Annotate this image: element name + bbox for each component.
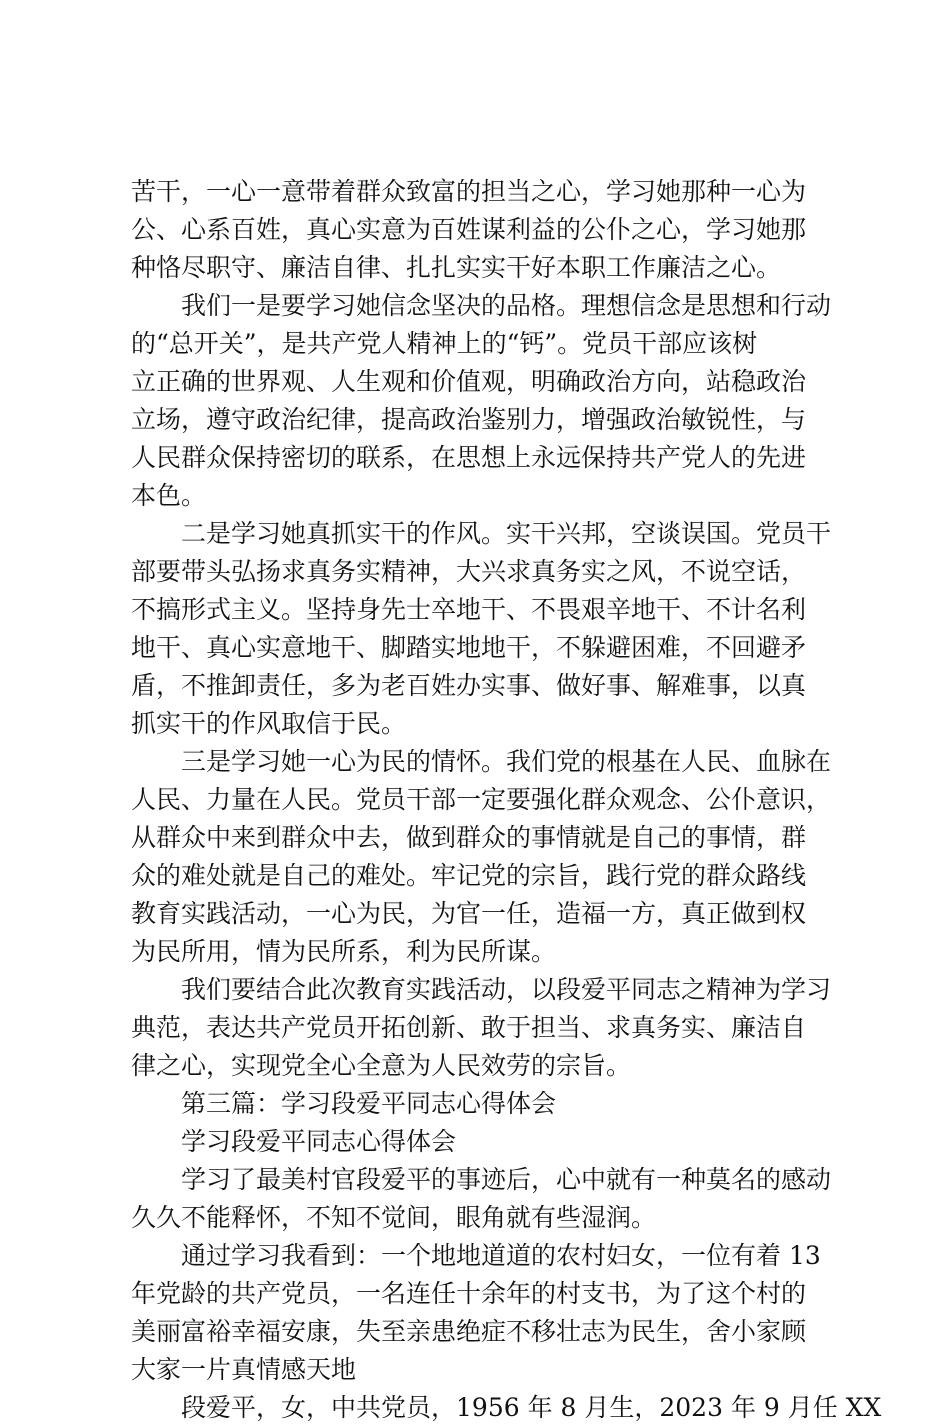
text-line: 我们一是要学习她信念坚决的品格。理想信念是思想和行动 — [181, 291, 832, 320]
text-line: 学习段爱平同志心得体会 — [181, 1127, 457, 1156]
text-line: 人民群众保持密切的联系，在思想上永远保持共产党人的先进 — [131, 443, 807, 472]
text-line: 为民所用，情为民所系，利为民所谋。 — [131, 937, 557, 966]
text-line: 年党龄的共产党员，一名连任十余年的村支书，为了这个村的 — [131, 1279, 807, 1308]
text-line: 三是学习她一心为民的情怀。我们党的根基在人民、血脉在 — [181, 747, 832, 776]
text-line: 二是学习她真抓实干的作风。实干兴邦，空谈误国。党员干 — [181, 519, 832, 548]
text-line: 通过学习我看到：一个地地道道的农村妇女，一位有着 13 — [181, 1241, 821, 1270]
text-line: 众的难处就是自己的难处。牢记党的宗旨，践行党的群众路线 — [131, 861, 807, 890]
text-line: 公、心系百姓，真心实意为百姓谋利益的公仆之心，学习她那 — [131, 215, 807, 244]
text-line: 地干、真心实意地干、脚踏实地地干，不躲避困难，不回避矛 — [131, 633, 807, 662]
text-line: 学习了最美村官段爱平的事迹后，心中就有一种莫名的感动 — [181, 1165, 832, 1194]
text-line: 部要带头弘扬求真务实精神，大兴求真务实之风，不说空话， — [131, 557, 807, 586]
text-line: 的“总开关”，是共产党人精神上的“钙”。党员干部应该树 — [131, 329, 758, 358]
text-line: 我们要结合此次教育实践活动，以段爱平同志之精神为学习 — [181, 975, 832, 1004]
text-line: 盾，不推卸责任，多为老百姓办实事、做好事、解难事，以真 — [131, 671, 807, 700]
text-line: 本色。 — [131, 481, 207, 510]
document-body — [131, 173, 882, 1427]
text-line: 典范，表达共产党员开拓创新、敢于担当、求真务实、廉洁自 — [131, 1013, 807, 1042]
text-line: 教育实践活动，一心为民，为官一任，造福一方，真正做到权 — [131, 899, 807, 928]
text-line: 人民、力量在人民。党员干部一定要强化群众观念、公仆意识， — [131, 785, 832, 814]
text-line: 种恪尽职守、廉洁自律、扎扎实实干好本职工作廉洁之心。 — [131, 253, 782, 282]
text-line: 段爱平，女，中共党员，1956 年 8 月生，2023 年 9 月任 XX — [181, 1393, 882, 1422]
text-line: 立场，遵守政治纪律，提高政治鉴别力，增强政治敏锐性，与 — [131, 405, 807, 434]
text-line: 抓实干的作风取信于民。 — [131, 709, 407, 738]
text-line: 第三篇：学习段爱平同志心得体会 — [181, 1089, 557, 1118]
text-line: 不搞形式主义。坚持身先士卒地干、不畏艰辛地干、不计名利 — [131, 595, 807, 624]
text-line: 苦干，一心一意带着群众致富的担当之心，学习她那种一心为 — [131, 177, 807, 206]
text-line: 律之心，实现党全心全意为人民效劳的宗旨。 — [131, 1051, 632, 1080]
text-line: 大家一片真情感天地 — [131, 1355, 357, 1384]
text-line: 美丽富裕幸福安康，失至亲患绝症不移壮志为民生，舍小家顾 — [131, 1317, 807, 1346]
text-line: 久久不能释怀，不知不觉间，眼角就有些湿润。 — [131, 1203, 657, 1232]
text-line: 从群众中来到群众中去，做到群众的事情就是自己的事情，群 — [131, 823, 807, 852]
text-line: 立正确的世界观、人生观和价值观，明确政治方向，站稳政治 — [131, 367, 807, 396]
